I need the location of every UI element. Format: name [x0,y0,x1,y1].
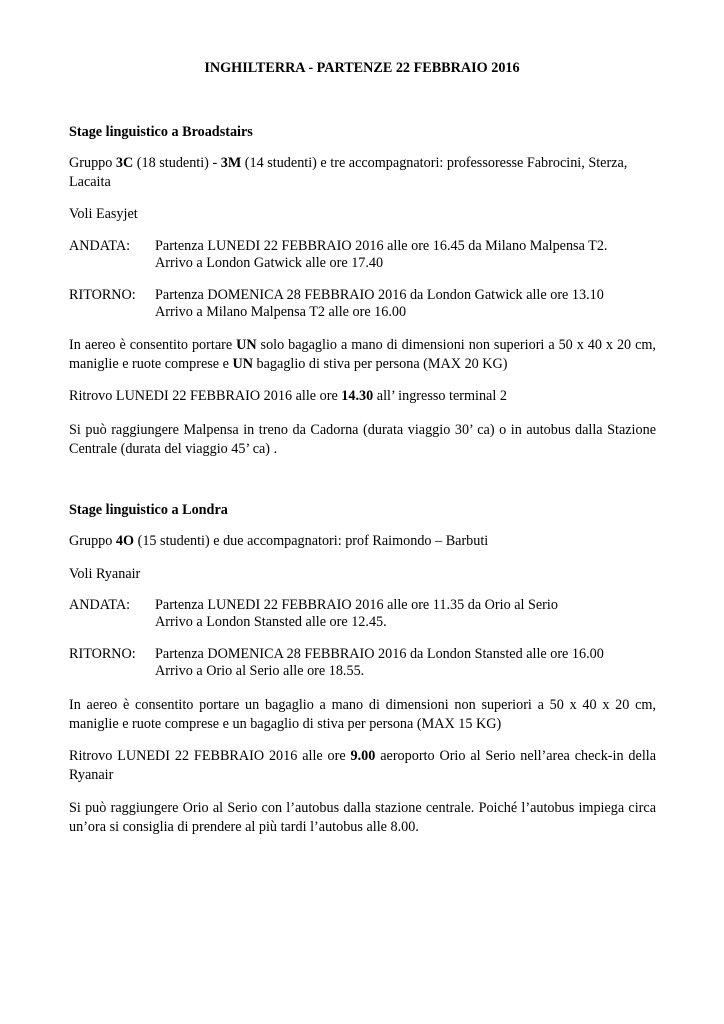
andata-line1-broadstairs: Partenza LUNEDI 22 FEBBRAIO 2016 alle ore 16.45 da Milano Malpensa T2. [155,238,608,254]
transport-paragraph-broadstairs: Si può raggiungere Malpensa in treno da Cadorna (durata viaggio 30’ ca) o in autobus dalla Stazione Centrale (durata del viaggio 45’ ca) . [69,422,656,457]
ritorno-label-broadstairs: RITORNO: [69,287,136,303]
meeting-paragraph-londra: Ritrovo LUNEDI 22 FEBBRAIO 2016 alle ore 9.00 aeroporto Orio al Serio nell’area check-in della Ryanair [69,748,656,783]
baggage-paragraph-broadstairs: In aereo è consentito portare UN solo bagaglio a mano di dimensioni non superiori a 50 x 40 x 20 cm, maniglie e ruote comprese e UN bagaglio di stiva per persona (MAX 20 KG) [69,337,656,372]
ritorno-line2-broadstairs: Arrivo a Milano Malpensa T2 alle ore 16.00 [155,304,407,320]
group-paragraph-londra: Gruppo 4O (15 studenti) e due accompagnatori: prof Raimondo – Barbuti [69,533,489,549]
andata-label-londra: ANDATA: [69,597,131,613]
group-paragraph-broadstairs-line2: Lacaita [69,174,111,190]
flights-londra: Voli Ryanair [69,566,141,582]
flights-broadstairs: Voli Easyjet [69,206,138,222]
ritorno-line1-broadstairs: Partenza DOMENICA 28 FEBBRAIO 2016 da London Gatwick alle ore 13.10 [155,287,604,303]
andata-line2-londra: Arrivo a London Stansted alle ore 12.45. [155,614,387,630]
andata-label-broadstairs: ANDATA: [69,238,131,254]
group-paragraph-broadstairs: Gruppo 3C (18 studenti) - 3M (14 studenti) e tre accompagnatori: professoresse Fabrocini, Sterza, [69,155,628,171]
ritorno-line2-londra: Arrivo a Orio al Serio alle ore 18.55. [155,663,365,679]
andata-line2-broadstairs: Arrivo a London Gatwick alle ore 17.40 [155,255,384,271]
section-heading-broadstairs: Stage linguistico a Broadstairs [69,124,253,140]
page-title: INGHILTERRA - PARTENZE 22 FEBBRAIO 2016 [204,60,520,76]
meeting-paragraph-broadstairs: Ritrovo LUNEDI 22 FEBBRAIO 2016 alle ore 14.30 all’ ingresso terminal 2 [69,388,507,404]
ritorno-label-londra: RITORNO: [69,646,136,662]
section-heading-londra: Stage linguistico a Londra [69,502,228,518]
transport-paragraph-londra: Si può raggiungere Orio al Serio con l’autobus dalla stazione centrale. Poiché l’autobus impiega circa un’ora si consiglia di prendere al più tardi l’autobus alle 8.00. [69,800,656,835]
ritorno-line1-londra: Partenza DOMENICA 28 FEBBRAIO 2016 da London Stansted alle ore 16.00 [155,646,604,662]
andata-line1-londra: Partenza LUNEDI 22 FEBBRAIO 2016 alle ore 11.35 da Orio al Serio [155,597,558,613]
baggage-paragraph-londra: In aereo è consentito portare un bagaglio a mano di dimensioni non superiori a 50 x 40 x 20 cm, maniglie e ruote comprese e un bagaglio di stiva per persona (MAX 15 KG) [69,697,656,732]
